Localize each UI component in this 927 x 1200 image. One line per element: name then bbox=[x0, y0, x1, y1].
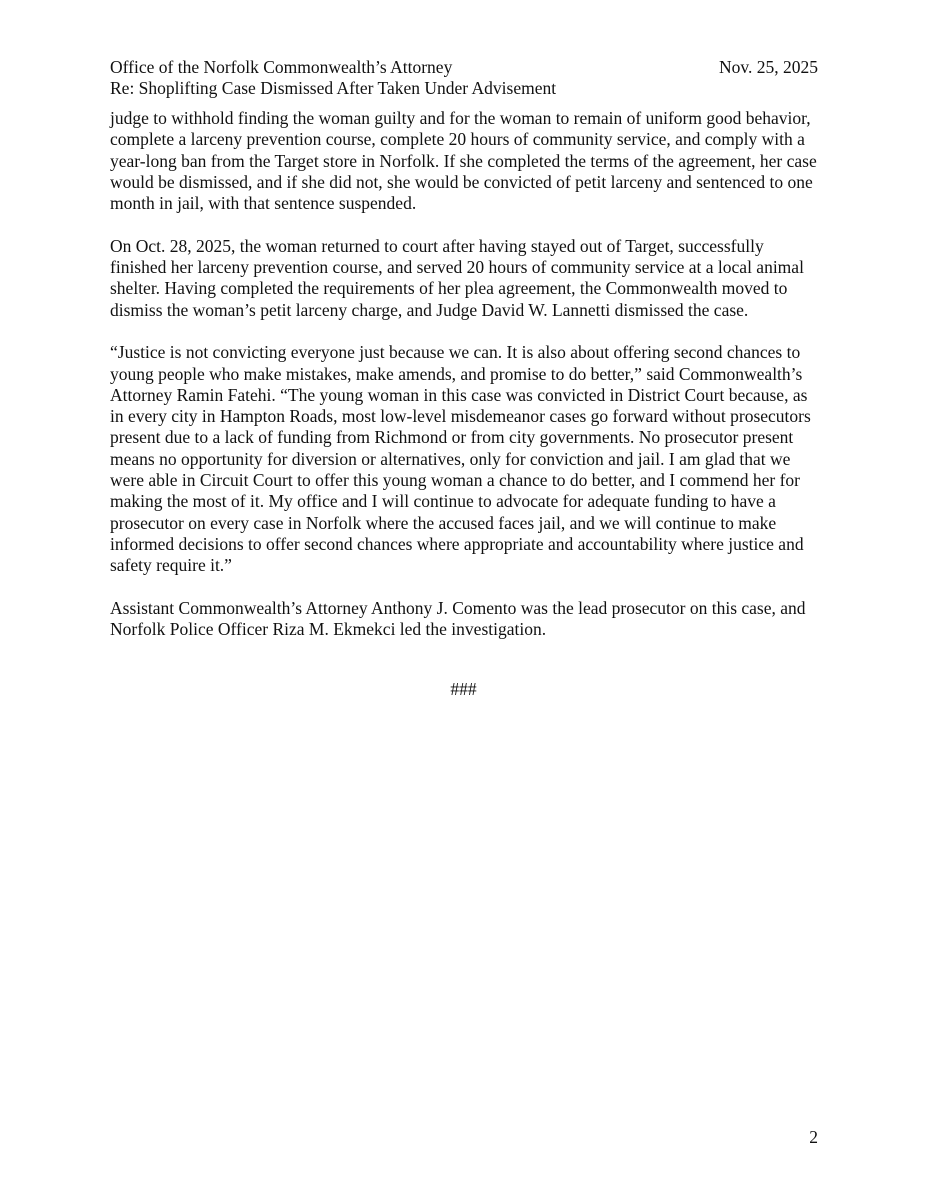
page-number: 2 bbox=[809, 1127, 818, 1147]
paragraph-dismissal: On Oct. 28, 2025, the woman returned to court after having stayed out of Target, successfully finished her larceny prevention course, and served 20 hours of community service at a local animal shelter. Having completed the requirements of her plea agreement, the Commonwealth moved to dismiss the woman’s petit larceny charge, and Judge David W. Lannetti dismissed the case. bbox=[110, 235, 804, 320]
paragraph-plea-terms: judge to withhold finding the woman guilty and for the woman to remain of uniform good behavior, complete a larceny prevention course, complete 20 hours of community service, and comply with a year-long ban from the Target store in Norfolk. If she completed the terms of the agreement, her case would be dismissed, and if she did not, she would be convicted of petit larceny and sentenced to one month in jail, with that sentence suspended. bbox=[110, 108, 817, 214]
header-subject: Re: Shoplifting Case Dismissed After Taken Under Advisement bbox=[110, 78, 557, 98]
header-date: Nov. 25, 2025 bbox=[718, 57, 818, 77]
header-office: Office of the Norfolk Commonwealth’s Attorney bbox=[110, 57, 453, 77]
body-text bbox=[110, 108, 820, 662]
paragraph-credits: Assistant Commonwealth’s Attorney Anthony J. Comento was the lead prosecutor on this case, and Norfolk Police Officer Riza M. Ekmekci led the investigation. bbox=[110, 597, 806, 640]
paragraph-quote: “Justice is not convicting everyone just because we can. It is also about offering second chances to young people who make mistakes, make amends, and promise to do better,” said Commonwealth’s Attorney Ramin Fatehi. “The young woman in this case was convicted in District Court because, as in every city in Hampton Roads, most low-level misdemeanor cases go forward without prosecutors present due to a lack of funding from Richmond or from city governments. No prosecutor present means no opportunity for diversion or alternatives, only for conviction and jail. I am glad that we were able in Circuit Court to offer this young woman a chance to do better, and I commend her for making the most of it. My office and I will continue to advocate for adequate funding to have a prosecutor on every case in Norfolk where the accused faces jail, and we will continue to make informed decisions to offer second chances where appropriate and accountability where justice and safety require it.” bbox=[110, 342, 811, 576]
end-mark: ### bbox=[450, 679, 477, 699]
page-header bbox=[110, 57, 556, 99]
